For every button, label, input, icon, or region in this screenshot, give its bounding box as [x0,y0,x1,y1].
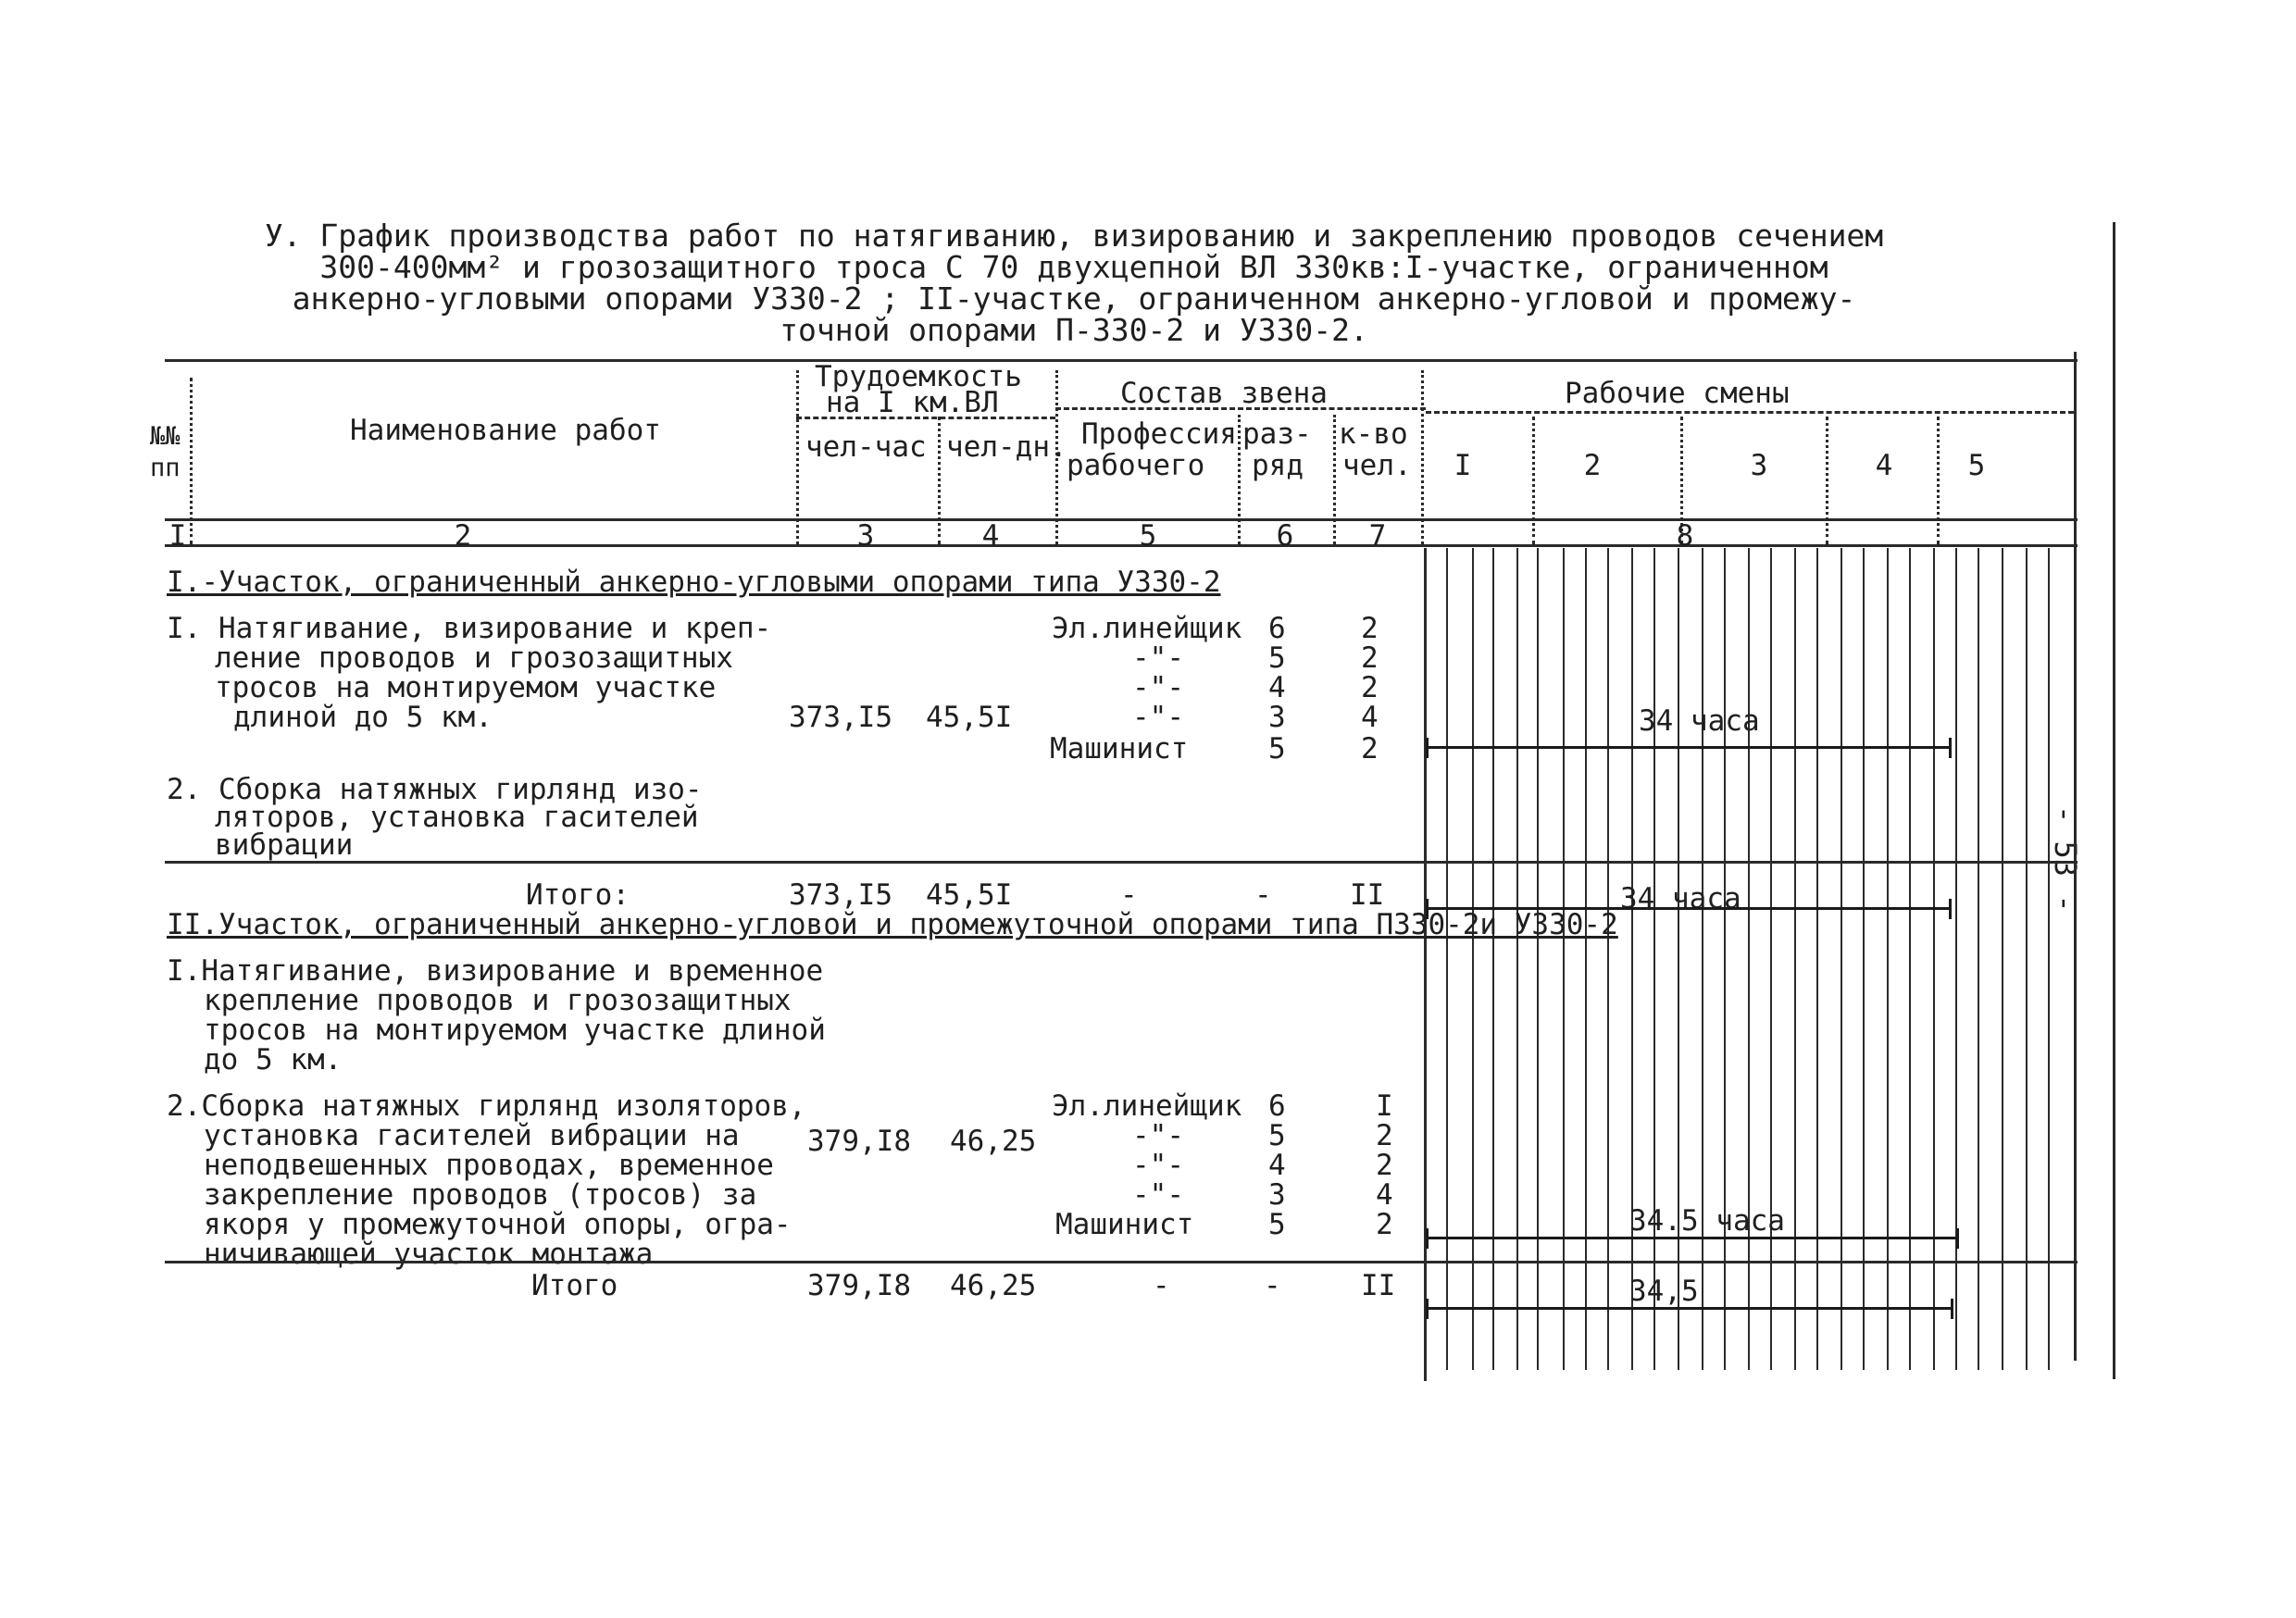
header-col-num: №№ пп [150,422,181,482]
s1-crew-grade-2: 4 [1268,671,1286,704]
s2-total-man-hours: 379,I8 [807,1269,911,1302]
s2-total-count: II [1361,1269,1396,1302]
grid-line [1978,548,1979,1370]
s1-crew-count-1: 2 [1361,641,1379,675]
s2-item2-l3: неподвешенных проводах, временное [204,1149,774,1182]
header-col-name: Наименование работ [350,414,661,447]
section1-title: I.-Участок, ограниченный анкерно-угловыми опорами типа У330-2 [167,566,1221,599]
sep-num [190,378,193,544]
s1-total-label: Итого: [526,878,630,912]
s1-crew-prof-0: Эл.линейщик [1052,612,1242,645]
section2-title: II.Участок, ограниченный анкерно-угловой и промежуточной опорами типа П330-2и У330-2 [167,908,1618,941]
grid-line [1585,548,1587,1370]
s2-crew-prof-3: -"- [1132,1178,1184,1212]
grid-line [1563,548,1565,1370]
s2-crew-grade-1: 5 [1268,1119,1286,1152]
shift-num-5: 5 [1967,449,1986,482]
colnum-7: 7 [1368,519,1387,553]
sep-prof [1238,415,1241,544]
s1-man-hours: 373,I5 [789,701,892,734]
grid-line [1446,548,1448,1370]
s1-crew-prof-4: Машинист [1050,732,1189,765]
s1-total-dash1: - [1120,878,1138,912]
colnum-5: 5 [1139,519,1157,553]
s2-item1-l3: тросов на монтируемом участке длиной [204,1014,826,1047]
header-labor-l1: Трудоемкость [815,360,1022,393]
header-labor-l2: на I км.ВЛ [826,386,999,419]
page-number: - 53 - [2048,805,2083,913]
s2-man-days: 46,25 [950,1125,1037,1158]
colnum-4: 4 [981,519,1000,553]
s1-crew-grade-4: 5 [1268,732,1286,765]
grid-line [1607,548,1609,1370]
s1-total-top-rule [165,861,2078,864]
s1-total-man-hours: 373,I5 [789,878,892,912]
grid-line [1653,548,1655,1370]
s1-item2-l2: ляторов, установка гасителей [215,801,699,834]
s2-item2-l2: установка гасителей вибрации на [204,1119,740,1152]
shift-num-4: 4 [1875,449,1893,482]
s1-total-man-days: 45,5I [926,878,1013,912]
s2-crew-grade-4: 5 [1268,1208,1286,1241]
grid-line [1516,548,1518,1370]
s2-item1-l1: I.Натягивание, визирование и временное [167,954,824,988]
s1-crew-count-3: 4 [1361,701,1379,734]
table-top-rule [165,359,2078,362]
s2-crew-count-3: 4 [1376,1178,1393,1212]
s2-item1-l2: крепление проводов и грозозащитных [204,984,792,1017]
header-profession-l2: рабочего [1067,449,1205,482]
s1-crew-prof-3: -"- [1132,701,1184,734]
colnum-8: 8 [1676,519,1694,553]
s1-crew-count-0: 2 [1361,612,1379,645]
s1-duration-bar [1426,746,1952,749]
s2-crew-grade-2: 4 [1268,1149,1286,1182]
grid-line [1748,548,1750,1370]
s1-total-dash2: - [1254,878,1272,912]
header-man-hours: чел-час [805,430,927,464]
grid-line [1537,548,1539,1370]
s1-crew-count-2: 2 [1361,671,1379,704]
sep-shift-1 [1532,417,1535,544]
header-grade-l2: ряд [1252,449,1304,482]
s2-total-dash1: - [1153,1269,1170,1302]
s2-duration-bar [1426,1237,1959,1239]
title-line-1: У. График производства работ по натягиванию, визированию и закреплению проводов сечением [264,218,1884,254]
grid-line [1841,548,1842,1370]
s2-crew-prof-4: Машинист [1055,1208,1194,1241]
s2-item2-l4: закрепление проводов (тросов) за [204,1178,757,1212]
s1-crew-prof-1: -"- [1132,641,1184,675]
s2-bar-label: 34.5 часа [1629,1204,1785,1238]
s2-crew-count-1: 2 [1376,1119,1393,1152]
s2-item2-l6: ничивающей участок монтажа [204,1238,654,1271]
header-shifts: Рабочие смены [1565,377,1790,410]
s1-item1-l3: тросов на монтируемом участке [215,671,717,704]
grid-line [2002,548,2003,1370]
s2-crew-count-4: 2 [1376,1208,1393,1241]
s1-item1-l2: ление проводов и грозозащитных [215,641,733,675]
shift-header-rule [1426,411,2074,414]
grid-line [1770,548,1772,1370]
s1-crew-grade-1: 5 [1268,641,1286,675]
grid-line [1933,548,1935,1370]
s2-item2-l5: якоря у промежуточной опоры, огра- [204,1208,792,1241]
colnum-2: 2 [454,519,472,553]
sep-grade [1333,415,1336,544]
s2-crew-grade-3: 3 [1268,1178,1286,1212]
shift-num-3: 3 [1750,449,1768,482]
sep-manhours [938,417,941,544]
s1-crew-prof-2: -"- [1132,671,1184,704]
s2-total-top-rule [165,1261,2078,1263]
colnum-1: I [168,519,187,553]
grid-line [1492,548,1494,1370]
s1-crew-grade-0: 6 [1268,612,1286,645]
s2-item1-l4: до 5 км. [204,1043,343,1077]
grid-line [1887,548,1889,1370]
s1-man-days: 45,5I [926,701,1013,734]
header-profession-l1: Профессия [1081,417,1237,451]
s1-item1-l4: длиной до 5 км. [233,701,493,734]
s1-total-count: II [1350,878,1385,912]
sep-shift-3 [1826,417,1828,544]
s1-item1-l1: I. Натягивание, визирование и креп- [167,612,772,645]
grid-line [1472,548,1474,1370]
s2-crew-count-0: I [1376,1089,1393,1123]
grid-line [1794,548,1796,1370]
header-grade-l1: раз- [1242,417,1312,451]
s1-crew-grade-3: 3 [1268,701,1286,734]
sep-shift-4 [1937,417,1940,544]
grid-line [1909,548,1911,1370]
header-crew: Состав звена [1120,377,1328,410]
sep-count [1421,370,1424,544]
grid-line [1424,548,1427,1381]
grid-line [1816,548,1818,1370]
right-edge-line [2113,222,2115,1379]
title-line-3: анкерно-угловыми опорами У330-2 ; II-участке, ограниченном анкерно-угловой и промежу- [292,280,1856,317]
s2-total-dash2: - [1264,1269,1281,1302]
s2-crew-grade-0: 6 [1268,1089,1286,1123]
s2-man-hours: 379,I8 [807,1125,911,1158]
s1-item2-l3: вибрации [215,828,354,862]
s2-crew-prof-1: -"- [1132,1119,1184,1152]
s2-item2-l1: 2.Сборка натяжных гирлянд изоляторов, [167,1089,806,1123]
colnum-3: 3 [856,519,875,553]
grid-line [2048,548,2050,1370]
s2-crew-count-2: 2 [1376,1149,1393,1182]
s1-bar-label: 34 часа [1639,704,1760,738]
grid-line [1724,548,1726,1370]
s2-crew-prof-2: -"- [1132,1149,1184,1182]
shift-num-2: 2 [1583,449,1602,482]
grid-line [1678,548,1679,1370]
s2-total-bar-label: 34,5 [1629,1275,1699,1308]
right-border-line [2074,352,2077,1361]
s2-total-duration-bar [1426,1307,1953,1310]
grid-line [1631,548,1633,1370]
header-count-l2: чел. [1342,449,1412,482]
title-line-4: точной опорами П-330-2 и У330-2. [780,312,1368,348]
s1-item2-l1: 2. Сборка натяжных гирлянд изо- [167,773,703,806]
shift-num-1: I [1454,449,1472,482]
s2-crew-prof-0: Эл.линейщик [1052,1089,1242,1123]
colnum-6: 6 [1276,519,1294,553]
s1-crew-count-4: 2 [1361,732,1379,765]
grid-line [1863,548,1865,1370]
grid-line [2026,548,2028,1370]
s2-total-label: Итого [531,1269,618,1302]
grid-line [1702,548,1703,1370]
header-man-days: чел-дн. [946,430,1067,464]
header-count-l1: к-во [1339,417,1408,451]
title-line-2: 300-400мм² и грозозащитного троса С 70 двухцепной ВЛ 330кв:I-участке, ограниченном [319,249,1828,285]
sep-name [796,370,799,544]
s1-total-bar-label: 34 часа [1620,882,1741,915]
s2-total-man-days: 46,25 [950,1269,1037,1302]
